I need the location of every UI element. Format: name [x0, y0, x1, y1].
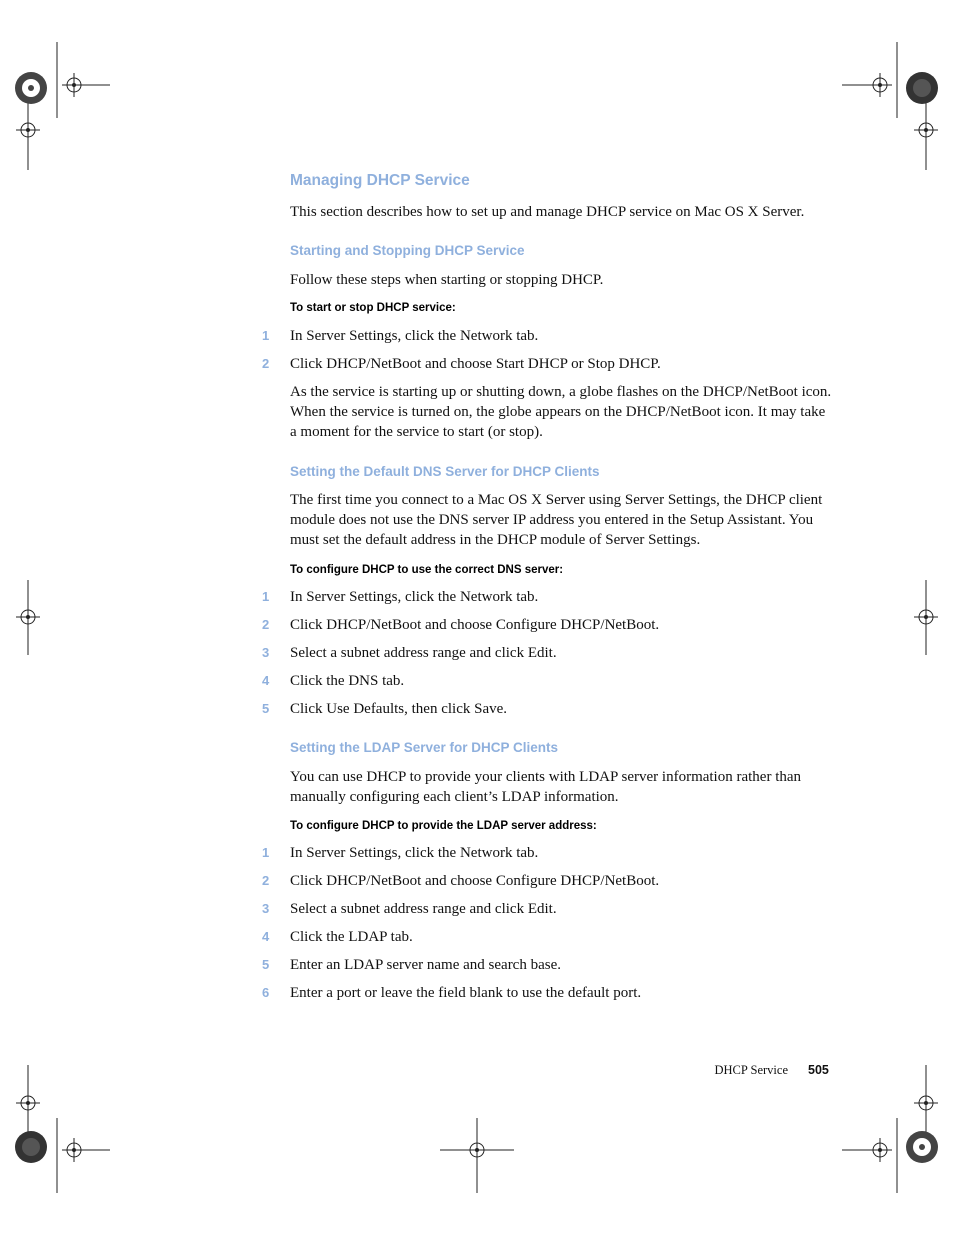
step-text: Click the LDAP tab. [290, 929, 413, 945]
subsection-heading-starting: Starting and Stopping DHCP Service [290, 243, 525, 258]
procedure-title-dns: To configure DHCP to use the correct DNS server: [290, 564, 564, 576]
subsection-intro-dns: The first time you connect to a Mac OS X Server using Server Settings, the DHCP client module does not use the DNS server IP address you entered in the Setup Assistant. You must set the default address in the DHCP module of Server Settings. [290, 492, 823, 548]
step-text: Enter a port or leave the field blank to use the default port. [290, 985, 642, 1001]
crosshair-center-dot [26, 615, 30, 619]
step-number: 3 [262, 901, 270, 916]
step-number: 1 [262, 845, 270, 860]
step-text: Click DHCP/NetBoot and choose Configure DHCP/NetBoot. [290, 617, 660, 633]
step-number: 2 [262, 873, 270, 888]
crosshair-center-dot [26, 1101, 30, 1105]
step-text: Select a subnet address range and click Edit. [290, 645, 557, 661]
step-text: Click Use Defaults, then click Save. [290, 701, 508, 717]
step-text: Select a subnet address range and click Edit. [290, 901, 557, 917]
crosshair-target-icon [842, 73, 892, 97]
step-number: 1 [262, 589, 270, 604]
crosshair-center-dot [924, 1101, 928, 1105]
step-text: In Server Settings, click the Network tab. [290, 589, 539, 605]
subsection-intro-starting: Follow these steps when starting or stopping DHCP. [290, 272, 604, 288]
crosshair-target-icon [62, 73, 110, 97]
step-text: Enter an LDAP server name and search base. [290, 957, 561, 973]
procedure-title-starting: To start or stop DHCP service: [290, 302, 456, 314]
crosshair-center-dot [475, 1148, 479, 1152]
crosshair-center-dot [924, 128, 928, 132]
page-number: 505 [808, 1063, 829, 1077]
crosshair-center-dot [72, 83, 76, 87]
procedure-title-ldap: To configure DHCP to provide the LDAP server address: [290, 820, 597, 832]
subsection-heading-ldap: Setting the LDAP Server for DHCP Clients [290, 740, 559, 755]
starburst-mark-icon [15, 1131, 47, 1163]
step-text: In Server Settings, click the Network tab. [290, 845, 539, 861]
starburst-mark-icon [15, 72, 47, 104]
step-number: 2 [262, 617, 270, 632]
step-number: 4 [262, 673, 270, 688]
section-title: Managing DHCP Service [290, 172, 470, 189]
crosshair-center-dot [924, 615, 928, 619]
subsection-intro-ldap: You can use DHCP to provide your clients with LDAP server information rather than manually configuring each client’s LDAP information. [290, 769, 802, 805]
crosshair-center-dot [26, 128, 30, 132]
section-intro: This section describes how to set up and manage DHCP service on Mac OS X Server. [290, 204, 805, 220]
crosshair-target-icon [62, 1138, 110, 1162]
starburst-mark-icon [906, 1131, 938, 1163]
crosshair-center-dot [72, 1148, 76, 1152]
starburst-mark-icon [906, 72, 938, 104]
step-number: 1 [262, 328, 270, 343]
step-text: Click the DNS tab. [290, 673, 405, 689]
step-text: In Server Settings, click the Network tab. [290, 328, 539, 344]
step-number: 6 [262, 985, 270, 1000]
step-text: Click DHCP/NetBoot and choose Start DHCP or Stop DHCP. [290, 356, 661, 372]
step-number: 5 [262, 701, 270, 716]
crosshair-target-icon [440, 1118, 514, 1193]
crosshair-center-dot [878, 83, 882, 87]
footer-chapter-title: DHCP Service [714, 1063, 788, 1077]
crosshair-center-dot [878, 1148, 882, 1152]
step-number: 4 [262, 929, 270, 944]
step-number: 3 [262, 645, 270, 660]
step-number: 2 [262, 356, 270, 371]
crosshair-target-icon [842, 1138, 892, 1162]
step-note: As the service is starting up or shutting down, a globe flashes on the DHCP/NetBoot icon. When the service is turned on, the globe appears on the DHCP/NetBoot icon. It may take a moment for the service to start (or stop). [290, 384, 832, 440]
step-number: 5 [262, 957, 270, 972]
subsection-heading-dns: Setting the Default DNS Server for DHCP Clients [290, 464, 600, 479]
step-text: Click DHCP/NetBoot and choose Configure DHCP/NetBoot. [290, 873, 660, 889]
